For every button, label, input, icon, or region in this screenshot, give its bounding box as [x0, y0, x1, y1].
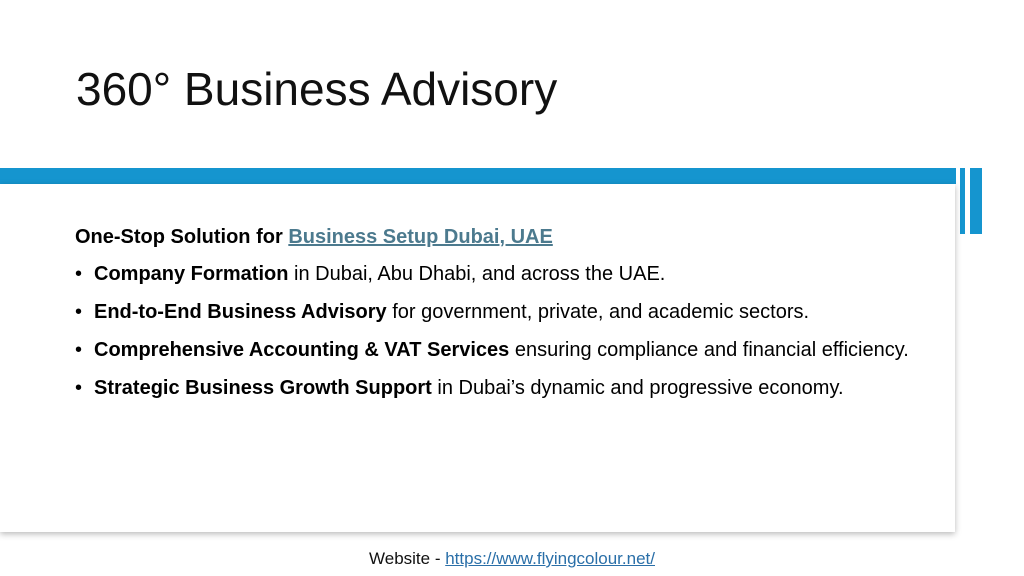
bullet-list — [75, 261, 935, 402]
bullet-bold-text: Comprehensive Accounting & VAT Services — [94, 339, 510, 361]
bullet-text: ensuring compliance and financial efficiency. — [509, 339, 909, 361]
bullet-bold-text: End-to-End Business Advisory — [94, 301, 387, 323]
bullet-text: in Dubai’s dynamic and progressive economy. — [431, 377, 844, 399]
bullet-icon: • — [75, 301, 83, 323]
slide-title: 360° Business Advisory — [76, 63, 558, 115]
bullet-icon: • — [75, 377, 83, 399]
list-item — [75, 375, 935, 402]
accent-tick-thick — [970, 168, 982, 234]
business-setup-link[interactable]: Business Setup Dubai, UAE — [288, 226, 553, 248]
bullet-text: in Dubai, Abu Dhabi, and across the UAE. — [288, 263, 666, 285]
intro-line — [75, 224, 935, 251]
list-item — [75, 337, 935, 364]
list-item — [75, 261, 935, 288]
list-item — [75, 299, 935, 326]
bullet-icon: • — [75, 263, 83, 285]
bullet-icon: • — [75, 339, 83, 361]
intro-prefix: One-Stop Solution for — [75, 226, 289, 248]
footer-label: Website - — [369, 549, 446, 568]
bullet-bold-text: Company Formation — [94, 263, 289, 285]
content-area — [75, 224, 935, 413]
accent-bar — [0, 168, 956, 184]
bullet-text: for government, private, and academic sectors. — [386, 301, 810, 323]
accent-tick-thin — [960, 168, 965, 234]
bullet-bold-text: Strategic Business Growth Support — [94, 377, 432, 399]
website-link[interactable]: https://www.flyingcolour.net/ — [445, 549, 655, 568]
footer — [0, 549, 1024, 569]
